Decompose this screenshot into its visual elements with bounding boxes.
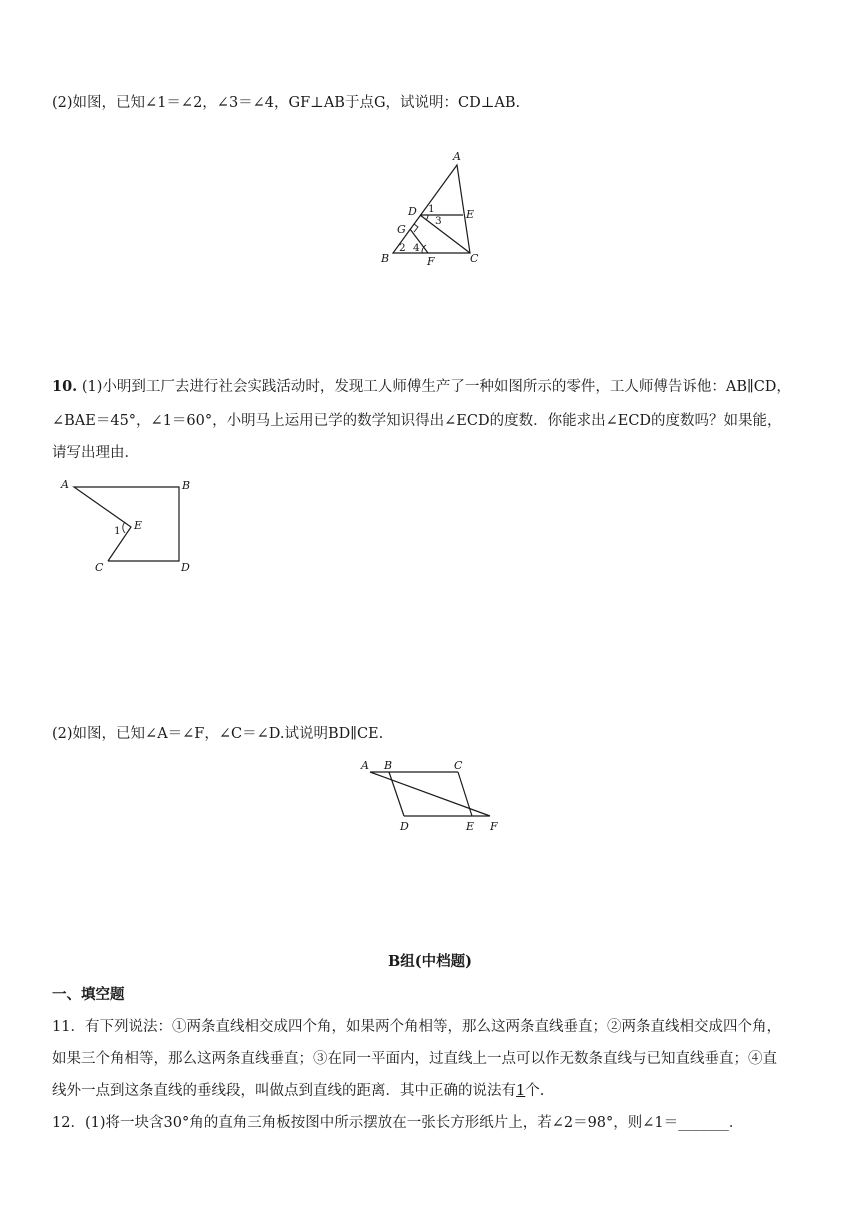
label-d: D [181,561,190,574]
label-e: E [466,208,475,221]
label-e: E [134,519,143,532]
label-c: C [454,759,463,772]
label-a: A [361,759,369,772]
label-f: F [490,820,498,833]
angle-label-3: 3 [435,215,442,227]
q11-line3a: 线外一点到这条直线的垂线段，叫做点到直线的距离．其中正确的说法有 [52,1083,516,1099]
label-g: G [397,223,406,236]
q11-number: 11． [52,1019,85,1035]
label-d: D [400,820,409,833]
group-title: B组(中档题) [388,953,472,970]
q12-number: 12． [52,1115,85,1131]
q11-line2: 如果三个角相等，那么这两条直线垂直；③在同一平面内，过直线上一点可以作无数条直线与已知直线垂直；④直 [52,1051,777,1067]
q11-line3b: 个. [525,1083,545,1099]
label-b: B [381,252,390,265]
label-a: A [453,150,461,163]
q10-number: 10. [52,378,78,395]
q10-1-line2: ∠BAE＝45°，∠1＝60°，小明马上运用已学的数学知识得出∠ECD的度数．你能求出∠ECD的度数吗？如果能， [52,413,782,429]
label-b: B [384,759,393,772]
q11-line1-text: 有下列说法：①两条直线相交成四个角，如果两个角相等，那么这两条直线垂直；②两条直线相交成四个角， [84,1019,781,1035]
angle-label-4: 4 [413,242,420,254]
q10-2-text: (2)如图，已知∠A＝∠F，∠C＝∠D.试说明BD∥CE. [52,726,384,742]
segment-af [370,772,490,816]
q11-line1 [52,1012,812,1042]
q10-1-line1: (1)小明到工厂去进行社会实践活动时，发现工人师傅生产了一种如图所示的零件，工人师傅告诉他：AB∥CD， [81,379,791,395]
q12-text: (1)将一块含30°角的直角三角板按图中所示摆放在一张长方形纸片上，若∠2＝98°，则∠1＝_______． [84,1115,744,1131]
label-a: A [61,478,69,491]
q9-2-text: (2)如图，已知∠1＝∠2，∠3＝∠4，GF⊥AB于点G，试说明：CD⊥AB. [52,95,521,111]
label-b: B [182,479,191,492]
q11-line3 [52,1076,812,1106]
q12-line [52,1108,812,1138]
segment-bd [389,772,404,816]
label-f: F [427,255,435,268]
angle-label-1: 1 [114,525,121,537]
label-e: E [466,820,475,833]
angle-label-2: 2 [399,242,406,254]
segment-ce [458,772,472,816]
angle-label-1: 1 [428,203,435,215]
label-c: C [95,561,104,574]
section-title: 一、填空题 [52,986,125,1003]
label-d: D [408,205,417,218]
q11-answer: 1 [516,1083,526,1099]
q10-1-line3: 请写出理由． [52,445,139,461]
label-c: C [470,252,479,265]
